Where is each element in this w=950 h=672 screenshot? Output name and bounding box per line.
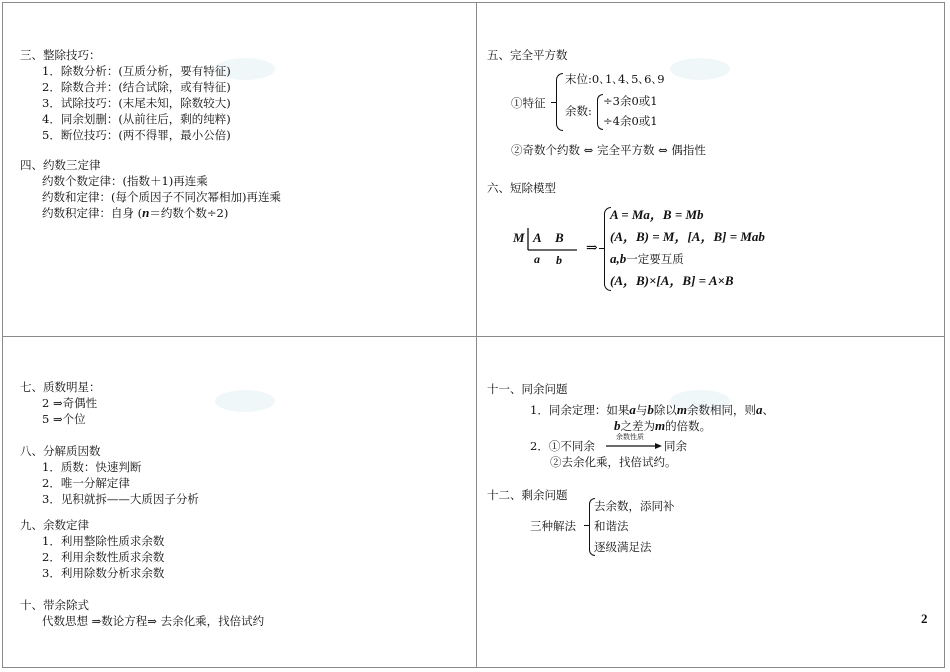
section-12-item: 逐级满足法 — [594, 540, 652, 554]
last-digit-text: 末位:0､1､4､5､6､9 — [565, 72, 665, 86]
short-division-brace-nub — [599, 248, 604, 249]
section-8-item: 2．唯一分解定律 — [42, 476, 130, 490]
variable-m: m — [676, 402, 687, 417]
section-11-item2-line2: ②去余化乘，找倍试约。 — [550, 455, 677, 469]
section-4-item-text: 约数积定律：自身 — [42, 206, 134, 220]
text: 的倍数。 — [665, 419, 712, 433]
section-12-title: 十二、剩余问题 — [487, 488, 568, 502]
short-division-a: a — [534, 252, 540, 266]
implies-arrow: ⇒ — [586, 240, 598, 256]
section-6-title: 六、短除模型 — [487, 181, 556, 195]
short-division-b: b — [556, 253, 562, 267]
section-7-title: 七、质数明星： — [20, 380, 101, 394]
watermark-cloud — [670, 58, 730, 80]
section-3-item: 1．除数分析：(互质分析，要有特征) — [42, 64, 231, 78]
section-4-title: 四、约数三定律 — [20, 158, 101, 172]
section-11-title: 十一、同余问题 — [487, 382, 568, 396]
remainder-mod4: ÷4余0或1 — [603, 114, 658, 128]
section-12-item: 去余数，添同补 — [594, 499, 675, 513]
short-division-eq1: A = Ma，B = Mb — [610, 207, 704, 222]
variable-b: b — [614, 418, 621, 433]
short-division-eq4: (A，B)×[A，B] = A×B — [610, 273, 734, 288]
text: 余数相同，则 — [686, 403, 756, 417]
section-11-item1 — [530, 402, 774, 418]
section-9-item: 1．利用整除性质求余数 — [42, 534, 165, 548]
section-4-item-tail: ( — [134, 206, 143, 220]
text: 1．同余定理：如果 — [530, 403, 630, 417]
section-11-item2-b: 同余 — [664, 439, 687, 453]
text: 之差为 — [620, 419, 655, 433]
section-5-title: 五、完全平方数 — [487, 48, 568, 62]
section-12-item: 和谐法 — [594, 519, 629, 533]
section-7-item: 5 ⇒个位 — [42, 412, 86, 426]
section-11-item2-a: 2．①不同余 — [530, 439, 595, 453]
section-4-item: 约数和定律：(每个质因子不同次幂相加)再连乘 — [42, 190, 281, 204]
horizontal-divider — [2, 336, 945, 337]
variable-a: a — [629, 402, 636, 417]
section-4-item — [42, 205, 228, 221]
remainder-mod3: ÷3余0或1 — [603, 94, 658, 108]
arrow-label: 余数性质 — [616, 433, 644, 441]
section-11-item1-line2 — [614, 418, 711, 434]
short-division-eq2: (A，B) = M，[A，B] = Mab — [610, 229, 765, 244]
section-3-item: 2．除数合并：(结合试除，或有特征) — [42, 80, 231, 94]
variable-a: a — [755, 402, 763, 417]
text: 除以 — [653, 403, 677, 417]
variable-m: m — [655, 418, 666, 433]
section-12-brace-nub — [584, 525, 589, 526]
section-8-title: 八、分解质因数 — [20, 444, 101, 458]
section-7-item: 2 ⇒奇偶性 — [42, 396, 98, 410]
section-3-title: 三、整除技巧： — [20, 48, 101, 62]
variable-b: b — [647, 402, 654, 417]
short-division-eq3-vars: a,b — [610, 251, 627, 266]
section-4-item: 约数个数定律：(指数＋1)再连乘 — [42, 174, 208, 188]
vertical-divider — [476, 2, 477, 668]
text: 、 — [762, 403, 774, 417]
short-division-A: A — [533, 230, 542, 245]
page-number: 2 — [921, 611, 928, 626]
section-10-line: 代数思想 ⇒数论方程⇒ 去余化乘，找倍试约 — [42, 614, 265, 628]
remainder-label: 余数: — [565, 104, 592, 118]
section-8-item: 3．见积就拆——大质因子分析 — [42, 492, 199, 506]
text: 与 — [635, 403, 648, 417]
watermark-cloud — [215, 390, 275, 412]
section-8-item: 1．质数：快速判断 — [42, 460, 142, 474]
section-4-variable-n: n — [142, 205, 150, 220]
short-division-eq3 — [610, 251, 684, 267]
section-9-item: 2．利用余数性质求余数 — [42, 550, 165, 564]
section-5-line2: ②奇数个约数 ⇔ 完全平方数 ⇔ 偶指性 — [511, 143, 706, 157]
section-3-item: 4．同余划删：(从前往后，剩的纯粹) — [42, 112, 231, 126]
short-division-eq3-text: 一定要互质 — [626, 252, 684, 266]
feature-brace — [556, 73, 563, 131]
section-9-title: 九、余数定律 — [20, 518, 89, 532]
short-division-B: B — [555, 230, 564, 245]
short-division-M: M — [513, 230, 525, 245]
feature-brace-nub — [551, 102, 556, 103]
section-9-item: 3．利用除数分析求余数 — [42, 566, 165, 580]
section-12-label: 三种解法 — [530, 519, 576, 533]
section-10-title: 十、带余除式 — [20, 598, 89, 612]
section-3-item: 3．试除技巧：(末尾未知，除数较大) — [42, 96, 231, 110]
section-3-item: 5．断位技巧：(两不得罪，最小公倍) — [42, 128, 231, 142]
feature-label: ①特征 — [511, 96, 546, 110]
section-4-item-end: ＝约数个数÷2) — [149, 206, 229, 220]
